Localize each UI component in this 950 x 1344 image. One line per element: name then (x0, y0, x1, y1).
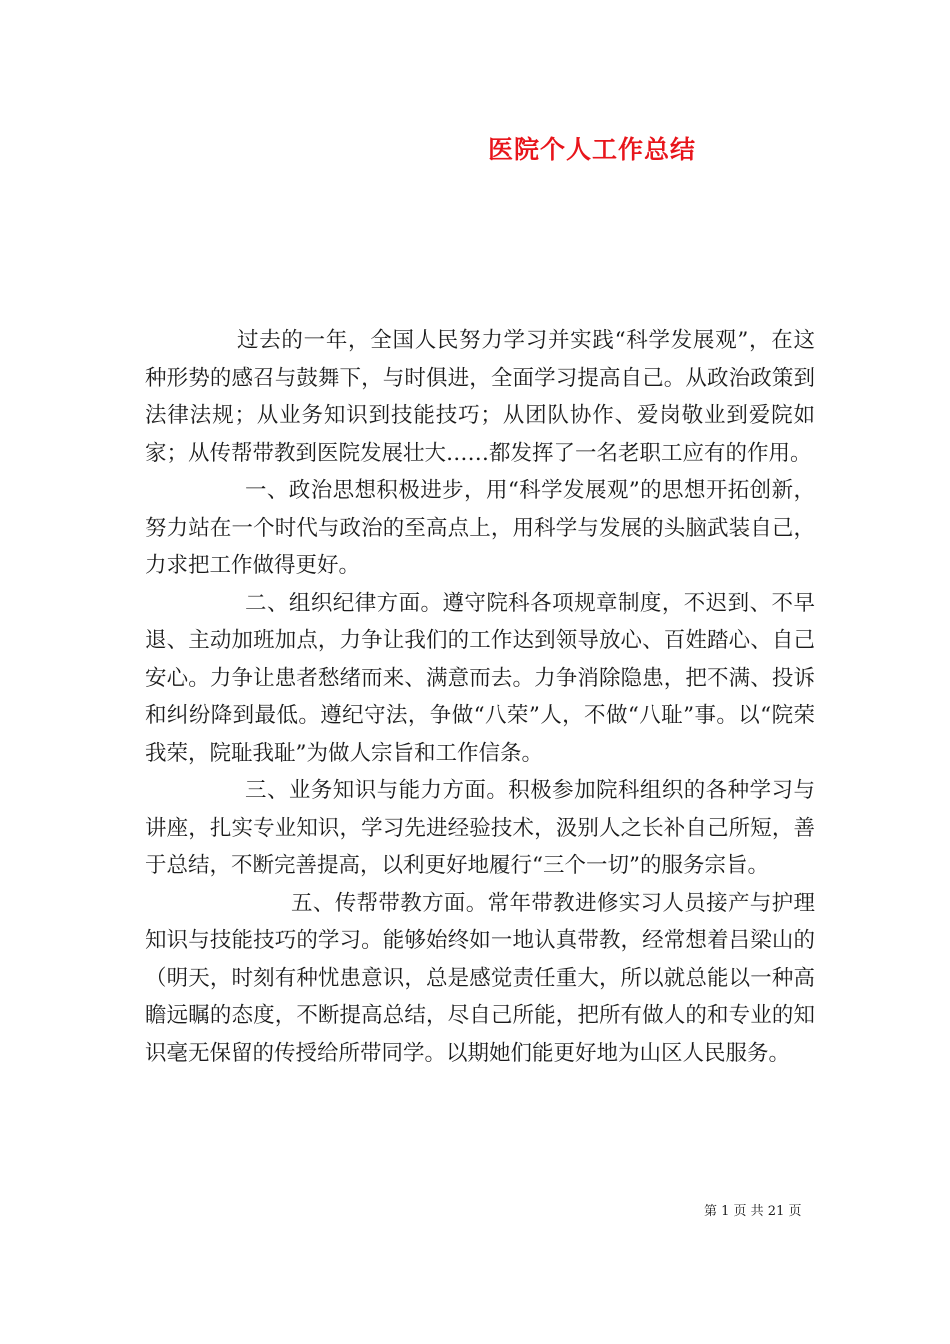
document-body (145, 322, 815, 1072)
paragraph-discipline: 二、组织纪律方面。遵守院科各项规章制度，不迟到、不早退、主动加班加点，力争让我们的工作达到领导放心、百姓踏心、自己安心。力争让患者愁绪而来、满意而去。力争消除隐患，把不满、投诉和纠纷降到最低。遵纪守法，争做“八荣”人，不做“八耻”事。以“院荣我荣，院耻我耻”为做人宗旨和工作信条。 (145, 590, 815, 766)
paragraph-political-thought: 一、政治思想积极进步，用“科学发展观”的思想开拓创新，努力站在一个时代与政治的至高点上，用科学与发展的头脑武装自己，力求把工作做得更好。 (145, 478, 815, 578)
page-number-footer: 第 1 页 共 21 页 (704, 1204, 802, 1219)
paragraph-intro: 过去的一年，全国人民努力学习并实践“科学发展观”，在这种形势的感召与鼓舞下，与时俱进，全面学习提高自己。从政治政策到法律法规；从业务知识到技能技巧；从团队协作、爱岗敬业到爱院如家；从传帮带教到医院发展壮大……都发挥了一名老职工应有的作用。 (145, 328, 815, 466)
paragraph-professional-skills: 三、业务知识与能力方面。积极参加院科组织的各种学习与讲座，扎实专业知识，学习先进经验技术，汲别人之长补自己所短，善于总结，不断完善提高，以利更好地履行“三个一切”的服务宗旨。 (145, 778, 815, 878)
paragraph-mentoring: 五、传帮带教方面。常年带教进修实习人员接产与护理知识与技能技巧的学习。能够始终如一地认真带教，经常想着吕梁山的（明天，时刻有种忧患意识，总是感觉责任重大，所以就总能以一种高瞻远瞩的态度，不断提高总结，尽自己所能，把所有做人的和专业的知识毫无保留的传授给所带同学。以期她们能更好地为山区人民服务。 (145, 890, 815, 1066)
document-title: 医院个人工作总结 (488, 135, 697, 164)
